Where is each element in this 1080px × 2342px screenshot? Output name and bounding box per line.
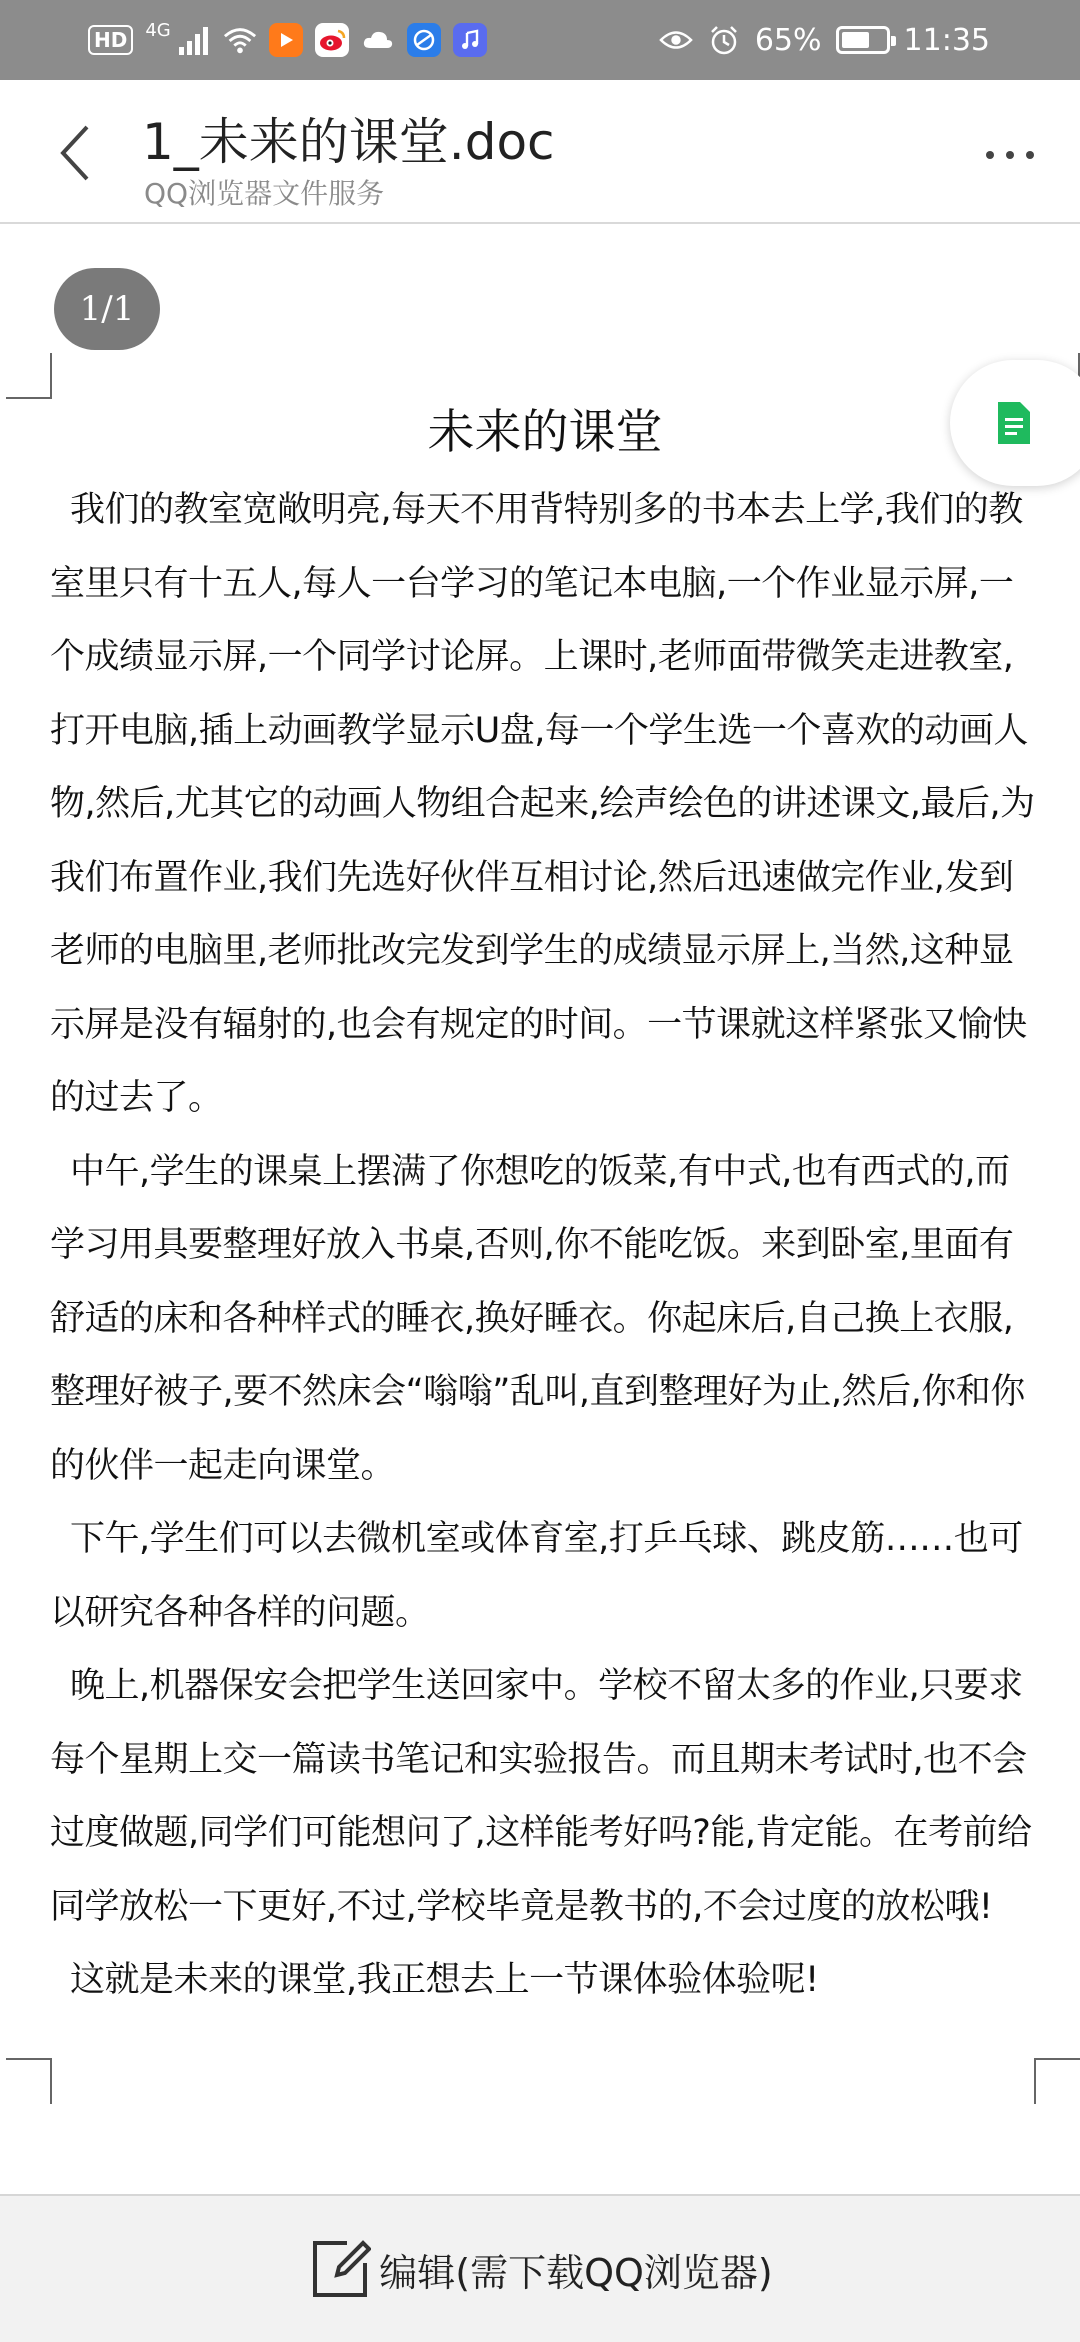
back-button[interactable]: [40, 118, 110, 188]
bottom-bar: [0, 2194, 1080, 2342]
battery-cap: [891, 36, 896, 46]
paragraph: 晚上,机器保安会把学生送回家中。学校不留太多的作业,只要求每个星期上交一篇读书笔记和实验报告。而且期末考试时,也不会过度做题,同学们可能想问了,这样能考好吗?能,肯定能。在考前给同学放松一下更好,不过,学校毕竟是教书的,不会过度的放松哦!: [50, 1666, 1032, 1927]
paragraph: 中午,学生的课桌上摆满了你想吃的饭菜,有中式,也有西式的,而学习用具要整理好放入书桌,否则,你不能吃饭。来到卧室,里面有舒适的床和各种样式的睡衣,换好睡衣。你起床后,自己换上衣服,整理好被子,要不然床会“嗡嗡”乱叫,直到整理好为止,然后,你和你的伙伴一起走向课堂。: [50, 1151, 1025, 1486]
more-icon: [1006, 151, 1014, 159]
document-source: QQ浏览器文件服务: [144, 177, 385, 210]
page-corner-bottom-left: [6, 2058, 52, 2104]
browser-app-icon: [407, 23, 441, 57]
edit-label: 编辑(需下载QQ浏览器): [379, 2250, 773, 2295]
battery-icon: [836, 26, 890, 54]
cloud-icon: [361, 23, 395, 57]
wifi-icon: [223, 23, 257, 57]
edit-icon: [307, 2237, 371, 2301]
clock: 11:35: [903, 22, 990, 58]
eye-icon: [659, 23, 693, 57]
weibo-icon: [315, 23, 349, 57]
document-body: [50, 398, 1040, 2018]
paragraph: 我们的教室宽敞明亮,每天不用背特别多的书本去上学,我们的教室里只有十五人,每人一台学习的笔记本电脑,一个作业显示屏,一个成绩显示屏,一个同学讨论屏。上课时,老师面带微笑走进教室,打开电脑,插上动画教学显示U盘,每一个学生选一个喜欢的动画人物,然后,尤其它的动画人物组合起来,绘声绘色的讲述课文,最后,为我们布置作业,我们先选好伙伴互相讨论,然后迅速做完作业,发到老师的电脑里,老师批改完发到学生的成绩显示屏上,当然,这种显示屏是没有辐射的,也会有规定的时间。一节课就这样紧张又愉快的过去了。: [50, 490, 1035, 1118]
video-app-icon: [269, 23, 303, 57]
hd-icon: HD: [88, 25, 133, 55]
page-corner-top-left: [6, 353, 52, 399]
music-app-icon: [453, 23, 487, 57]
battery-percent: 65%: [754, 22, 822, 58]
network-type: 4G: [145, 20, 171, 41]
paragraph: 下午,学生们可以去微机室或体育室,打乒乓球、跳皮筋……也可以研究各种各样的问题。: [50, 1519, 1023, 1633]
page-corner-bottom-right: [1034, 2058, 1080, 2104]
document-title: 1_未来的课堂.doc: [142, 113, 555, 171]
content-title: 未来的课堂: [427, 405, 663, 460]
page-indicator: 1/1: [54, 268, 160, 350]
more-icon: [1026, 151, 1034, 159]
app-header: [0, 80, 1080, 224]
status-right: [659, 18, 990, 62]
more-icon: [986, 151, 994, 159]
back-arrow-icon: [55, 123, 95, 183]
edit-button[interactable]: [307, 2237, 772, 2301]
signal-icon: [177, 23, 211, 57]
paragraph: 这就是未来的课堂,我正想去上一节课体验体验呢!: [70, 1960, 819, 2000]
battery-level: [842, 32, 869, 48]
status-left: [88, 18, 487, 62]
alarm-icon: [707, 23, 741, 57]
more-button[interactable]: [970, 130, 1050, 180]
status-bar: [0, 0, 1080, 80]
